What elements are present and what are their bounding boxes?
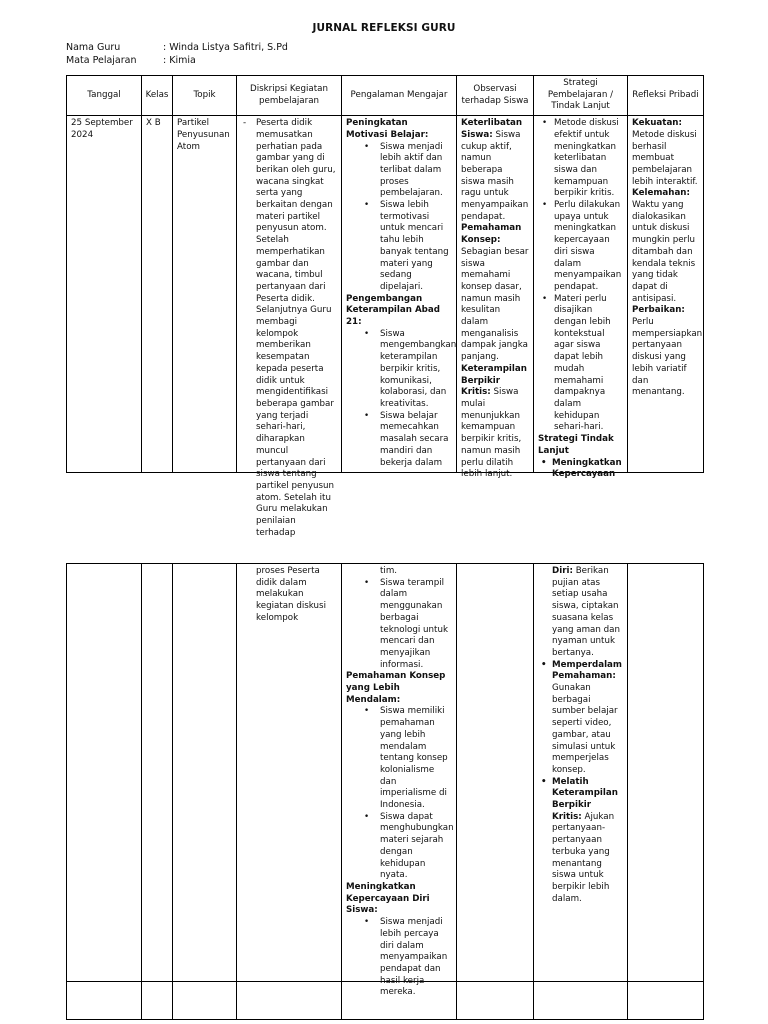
follow-up-item-heading: Memperdalam Pemahaman: bbox=[552, 659, 622, 682]
list-item: • Siswa lebih termotivasi untuk mencari tahu lebih banyak tentang materi yang sedang dipelajari. bbox=[346, 200, 452, 294]
list-item: • Siswa dapat menghubungkan materi sejarah dengan kehidupan nyata. bbox=[346, 812, 452, 882]
description-text: proses Peserta didik dalam melakukan kegiatan diskusi kelompok bbox=[256, 566, 326, 623]
table-header-row bbox=[67, 76, 704, 116]
reflection-heading: Kelemahan: bbox=[632, 188, 690, 199]
list-item: • Siswa terampil dalam menggunakan berbagai teknologi untuk mencari dan menyajikan informasi. bbox=[346, 578, 452, 672]
teacher-value: : Winda Listya Safitri, S.Pd bbox=[163, 42, 288, 53]
header-cell: Pengalaman Mengajar bbox=[342, 76, 457, 116]
follow-up-item-heading: Diri: bbox=[552, 566, 573, 576]
reflection-text: Perlu mempersiapkan pertanyaan diskusi yang lebih variatif dan menantang. bbox=[632, 317, 703, 398]
empty-cell bbox=[67, 982, 142, 1020]
reflection-text: Metode diskusi berhasil membuat pembelajaran lebih interaktif. bbox=[632, 129, 698, 187]
empty-cell bbox=[628, 982, 704, 1020]
date-cell bbox=[67, 564, 142, 982]
empty-cell bbox=[457, 982, 534, 1020]
follow-up-item-heading: Melatih Keterampilan Berpikir Kritis: bbox=[552, 776, 618, 822]
observation-heading: Pemahaman Konsep: bbox=[461, 223, 522, 246]
header-cell: Kelas bbox=[142, 76, 173, 116]
list-item: • Siswa belajar memecahkan masalah secara mandiri dan bekerja dalam bbox=[346, 411, 452, 470]
header-cell: Observasi terhadap Siswa bbox=[457, 76, 534, 116]
experience-heading: Peningkatan Motivasi Belajar: bbox=[346, 118, 429, 140]
class-cell bbox=[142, 564, 173, 982]
experience-cell bbox=[342, 564, 457, 998]
page-title: JURNAL REFLEKSI GURU bbox=[312, 22, 456, 34]
follow-up-text: Berikan pujian atas setiap usaha siswa, ciptakan suasana kelas yang aman dan nyaman untuk bertanya. bbox=[552, 566, 620, 658]
reflection-heading: Kekuatan: bbox=[632, 118, 682, 129]
reflection-table-page-1 bbox=[66, 75, 704, 538]
class-text: X B bbox=[146, 118, 161, 129]
experience-heading: Pengembangan Keterampilan Abad 21: bbox=[346, 293, 440, 328]
experience-cell bbox=[342, 116, 457, 473]
observation-cell bbox=[457, 564, 534, 982]
observation-heading: Keterlibatan Siswa: bbox=[461, 118, 523, 140]
follow-up-heading: Strategi Tindak Lanjut bbox=[538, 434, 614, 456]
reflection-table-page-2 bbox=[66, 563, 704, 1020]
list-item: • Materi perlu disajikan dengan lebih kontekstual agar siswa dapat lebih mudah memahami dampaknya dalam kehidupan sehari-hari. bbox=[538, 294, 623, 434]
reflection-text: Waktu yang dialokasikan untuk diskusi mungkin perlu ditambah dan kendala teknis yang tidak dapat di antisipasi. bbox=[632, 200, 696, 304]
description-text: - Peserta didik memusatkan perhatian pada gambar yang di berikan oleh guru, wacana singkat serta yang berkaitan dengan materi partikel penyusun atom. Setelah memperhatikan gambar dan wacana, timbul pertanyaan dari Peserta didik. Selanjutnya Guru membagi kelompok memberikan kesempatan kepada peserta didik untuk mengidentifikasi beberapa gambar yang terjadi sehari-hari, diharapkan muncul pertanyaan dari siswa tentang partikel penyusun atom. Setelah itu Guru melakukan penilaian terhadap bbox=[241, 118, 337, 539]
observation-heading: Keterampilan Berpikir Kritis: bbox=[461, 363, 527, 398]
list-item: • Siswa menjadi lebih percaya diri dalam menyampaikan pendapat dan hasil kerja mereka. bbox=[346, 917, 452, 999]
subject-value: : Kimia bbox=[163, 55, 196, 66]
follow-up-text: Ajukan pertanyaan-pertanyaan terbuka yang menantang siswa untuk berpikir lebih dalam. bbox=[552, 811, 615, 904]
list-item: • Perlu dilakukan upaya untuk meningkatkan kepercayaan diri siswa dalam menyampaikan pendapat. bbox=[538, 200, 623, 294]
description-cell bbox=[237, 116, 342, 538]
empty-cell bbox=[142, 982, 173, 1020]
list-item: • Siswa mengembangkan keterampilan berpikir kritis, komunikasi, kolaborasi, dan kreativitas. bbox=[346, 329, 452, 411]
header-cell: Strategi Pembelajaran / Tindak Lanjut bbox=[534, 76, 628, 116]
reflection-cell bbox=[628, 116, 704, 473]
header-cell: Tanggal bbox=[67, 76, 142, 116]
table-row bbox=[67, 116, 704, 473]
header-cell: Diskripsi Kegiatan pembelajaran bbox=[237, 76, 342, 116]
empty-cell bbox=[534, 982, 628, 1020]
description-cell bbox=[237, 564, 342, 982]
teacher-name-row bbox=[66, 42, 288, 53]
observation-text: Siswa mulai menunjukkan kemampuan berpikir kritis, namun masih perlu dilatih lebih lanjut. bbox=[461, 387, 522, 480]
topic-text: Partikel Penyusunan Atom bbox=[177, 118, 230, 152]
strategy-cell bbox=[534, 564, 628, 982]
header-cell: Topik bbox=[173, 76, 237, 116]
observation-cell bbox=[457, 116, 534, 480]
reflection-cell bbox=[628, 564, 704, 982]
observation-text: Sebagian besar siswa memahami konsep dasar, namun masih kesulitan dalam menganalisis dampak jangka panjang. bbox=[461, 246, 529, 363]
empty-cell bbox=[173, 982, 237, 1020]
follow-up-item-heading: Meningkatkan Kepercayaan bbox=[552, 457, 622, 480]
topic-cell bbox=[173, 116, 237, 473]
list-item-continuation: tim. bbox=[380, 566, 398, 576]
table-row bbox=[67, 564, 704, 982]
experience-heading: Meningkatkan Kepercayaan Diri Siswa: bbox=[346, 881, 430, 916]
subject-row bbox=[66, 55, 196, 66]
list-item: • Metode diskusi efektif untuk meningkatkan keterlibatan siswa dan kemampuan berpikir kritis. bbox=[538, 118, 623, 200]
list-item: • Siswa menjadi lebih aktif dan terlibat dalam proses pembelajaran. bbox=[346, 142, 452, 201]
teacher-label: Nama Guru bbox=[66, 42, 121, 53]
list-item: • Siswa memiliki pemahaman yang lebih mendalam tentang konsep kolonialisme dan imperialisme di Indonesia. bbox=[346, 706, 452, 811]
class-cell bbox=[142, 116, 173, 473]
header-cell: Refleksi Pribadi bbox=[628, 76, 704, 116]
empty-cell bbox=[237, 982, 342, 1020]
subject-label: Mata Pelajaran bbox=[66, 55, 137, 66]
date-text: 25 September 2024 bbox=[71, 118, 133, 140]
experience-heading: Pemahaman Konsep yang Lebih Mendalam: bbox=[346, 671, 446, 705]
strategy-cell bbox=[534, 116, 628, 480]
date-cell bbox=[67, 116, 142, 473]
follow-up-text: Gunakan berbagai sumber belajar seperti video, gambar, atau simulasi untuk memperjelas konsep. bbox=[552, 683, 618, 775]
observation-text: Siswa cukup aktif, namun beberapa siswa masih ragu untuk menyampaikan pendapat. bbox=[461, 129, 529, 222]
topic-cell bbox=[173, 564, 237, 982]
reflection-heading: Perbaikan: bbox=[632, 305, 685, 316]
